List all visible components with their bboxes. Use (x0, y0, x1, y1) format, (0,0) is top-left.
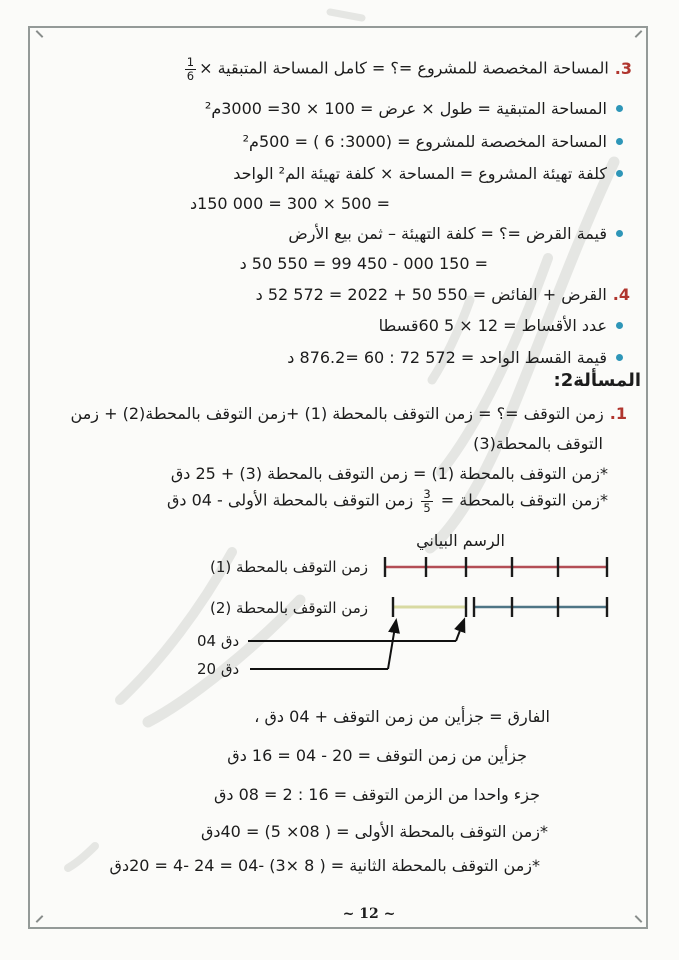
equation-text: زمن التوقف بالمحطة الأولى - 04 دق (166, 490, 419, 510)
heading-text: المسألة2: (553, 370, 641, 391)
fraction-denominator: 6 (186, 68, 195, 83)
exercise2-star2 (167, 488, 608, 514)
problem3-calc2 (240, 252, 488, 275)
problem3-bullet1 (205, 97, 623, 120)
bullet-text: المساحة المتبقية = طول × عرض = 100 × 30= 3000م² (204, 99, 607, 118)
solution-line (110, 854, 540, 877)
row1-label (210, 557, 368, 577)
bullet-dot-icon (616, 138, 623, 145)
exercise2-heading (554, 369, 641, 392)
fraction-three-fifths (421, 488, 432, 514)
arrow-20-label-text: 20 دق (197, 660, 240, 678)
equation-text: = 150 000 - 450 99 = 550 50 د (239, 254, 488, 273)
solution-text: الفارق = جزأين من زمن التوقف + 04 دق ، (254, 707, 550, 726)
equation-text: = 500 × 300 = 000 150د (189, 194, 390, 213)
fraction-one-sixth (185, 56, 196, 82)
bullet-dot-icon (616, 354, 623, 361)
fraction-numerator: 1 (186, 55, 195, 69)
page-number (339, 906, 399, 922)
exercise2-item1-line2 (473, 432, 603, 455)
exercise2-item1-line1 (71, 402, 627, 425)
problem3-bullet4 (288, 222, 623, 245)
diagram-title (416, 529, 505, 552)
arrow-20-label (197, 659, 239, 679)
problem3-calc1 (190, 192, 390, 215)
arrow-04-label (197, 631, 239, 651)
fraction-numerator: 3 (423, 487, 431, 501)
solution-line (227, 744, 527, 767)
equation-text: القرض + الفائض = 550 50 + 2022 = 572 52 د (255, 285, 607, 304)
problem3-bullet3 (233, 162, 623, 185)
exercise2-star1 (171, 462, 608, 485)
bullet-dot-icon (616, 230, 623, 237)
item-text: التوقف بالمحطة(3) (473, 434, 603, 453)
watermark-stroke (330, 12, 362, 18)
problem4-bullet2 (287, 346, 623, 369)
bullet-text: عدد الأقساط = 12 × 5 60قسطا (378, 316, 607, 335)
row2-label-text: زمن التوقف بالمحطة (2) (210, 599, 368, 617)
problem4-number: 4. (612, 285, 630, 304)
equation-text: *زمن التوقف بالمحطة = (435, 490, 608, 510)
problem3-bullet2 (243, 130, 623, 153)
problem4-bullet1 (379, 314, 623, 337)
bullet-text: كلفة تهيئة المشروع = المساحة × كلفة تهيئة الم² الواحد (233, 164, 607, 183)
solution-text: جزء واحدا من الزمن التوقف = 16 : 2 = 08 دق (213, 785, 540, 804)
solution-text: *زمن التوقف بالمحطة الثانية = ( 8 ×3) -04 = 24 -4 = 20دق (109, 856, 540, 875)
problem3-intro (182, 56, 632, 82)
solution-text: جزأين من زمن التوقف = 20 - 04 = 16 دق (227, 746, 527, 765)
arrow-04-label-text: 04 دق (197, 632, 240, 650)
solution-line (201, 820, 548, 843)
problem3-intro-text: المساحة المخصصة للمشروع =؟ = كامل المساحة المتبقية × (199, 58, 609, 78)
problem3-number: 3. (614, 58, 632, 78)
row2-label (210, 598, 368, 618)
arrow-20-head (388, 621, 396, 669)
solution-line (254, 705, 550, 728)
bullet-dot-icon (616, 170, 623, 177)
solution-line (214, 783, 540, 806)
item-text: زمن التوقف =؟ = زمن التوقف بالمحطة (1) +زمن التوقف بالمحطة(2) + زمن (70, 404, 604, 423)
bullet-dot-icon (616, 105, 623, 112)
bullet-text: قيمة القرض =؟ = كلفة التهيئة – ثمن بيع الأرض (288, 224, 607, 243)
diagram-title-text: الرسم البياني (416, 531, 505, 550)
bullet-text: المساحة المخصصة للمشروع = (3000: 6 ) = 500م² (242, 132, 607, 151)
problem4-line (256, 283, 630, 306)
fraction-denominator: 5 (423, 500, 431, 515)
bullet-text: قيمة القسط الواحد = 572 72 : 60 =876.2 د (287, 348, 607, 367)
solution-text: *زمن التوقف بالمحطة الأولى = ( 08× 5) = 40دق (200, 822, 548, 841)
bullet-dot-icon (616, 322, 623, 329)
row1-label-text: زمن التوقف بالمحطة (1) (210, 558, 368, 576)
page-number-text: ~ 12 ~ (342, 906, 396, 922)
equation-text: *زمن التوقف بالمحطة (1) = زمن التوقف بالمحطة (3) + 25 دق (170, 464, 608, 483)
arrow-04-head (456, 620, 464, 641)
item1-number: 1. (609, 404, 627, 423)
